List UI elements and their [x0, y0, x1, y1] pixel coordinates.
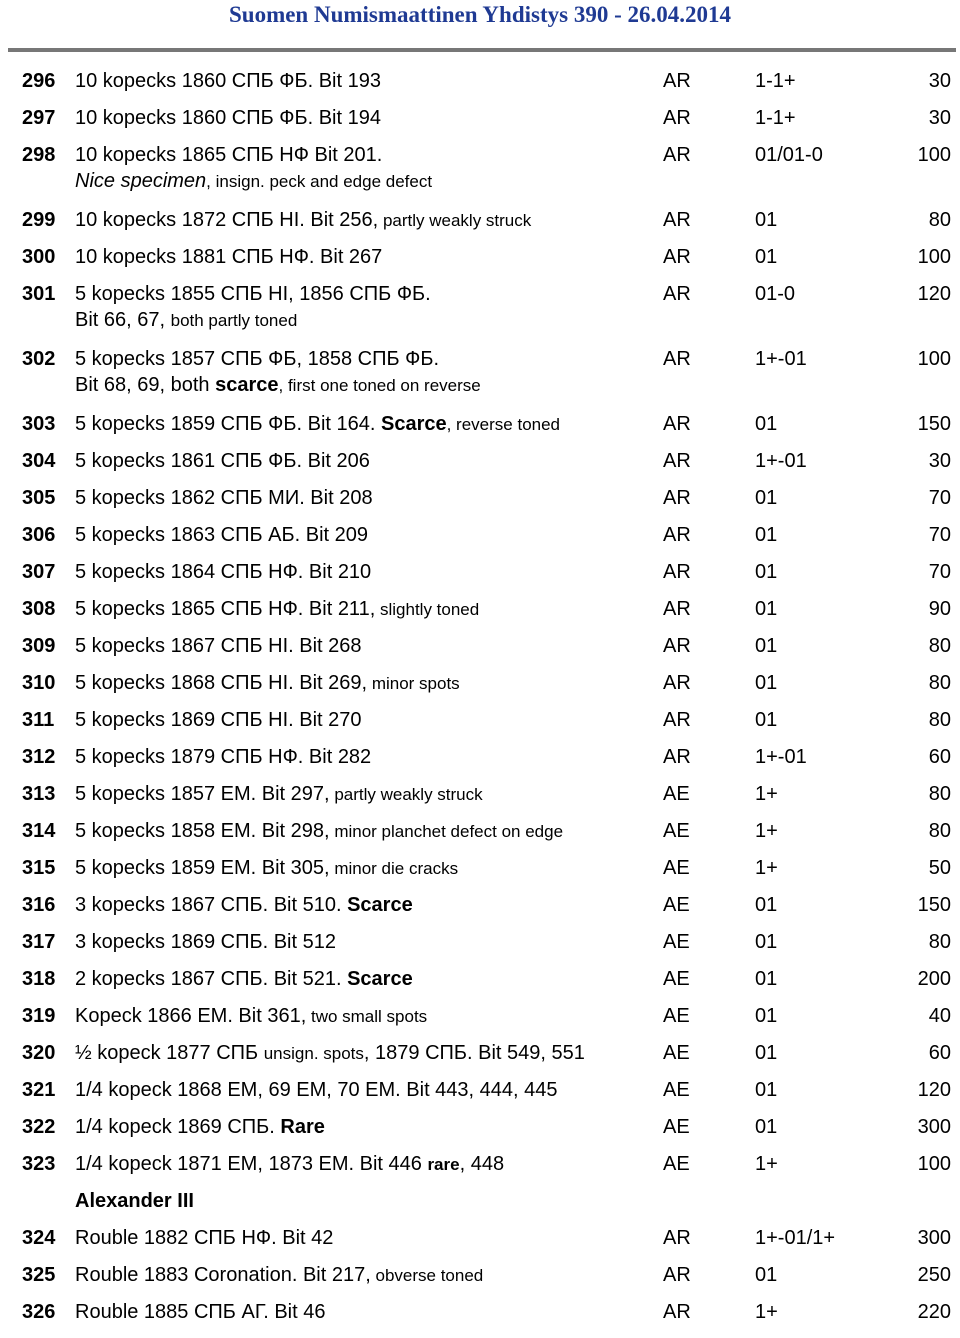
- description-part: Scarce: [347, 968, 413, 990]
- lot-row: [0, 857, 960, 894]
- lot-metal: AE: [663, 894, 690, 916]
- lot-description: [75, 820, 563, 843]
- lot-description: [75, 246, 382, 269]
- lot-row: [0, 487, 960, 524]
- lot-metal: AR: [663, 283, 691, 305]
- lot-number: 314: [22, 820, 56, 842]
- lot-metal: AR: [663, 1301, 691, 1323]
- lot-grade: 1-1+: [755, 70, 796, 92]
- lot-grade: 1+-01: [755, 450, 807, 472]
- lot-number: 303: [22, 413, 56, 435]
- lot-number: 319: [22, 1005, 56, 1027]
- lot-description: [75, 413, 560, 436]
- lot-row: [0, 209, 960, 246]
- description-part: Rouble 1885 СПБ АГ. Bit 46: [75, 1301, 326, 1323]
- lot-grade: 01: [755, 598, 778, 620]
- header-rule: [8, 48, 956, 52]
- lot-metal: AE: [663, 1116, 690, 1138]
- lot-description: [75, 283, 431, 306]
- lot-price: 120: [917, 283, 951, 305]
- description-part: , 1879 СПБ. Bit 549, 551: [363, 1042, 585, 1064]
- lot-price: 60: [928, 1042, 951, 1064]
- lot-metal: AE: [663, 783, 690, 805]
- lot-number: 304: [22, 450, 56, 472]
- lot-description: [75, 144, 382, 167]
- description-part: , insign. peck and edge defect: [206, 172, 433, 191]
- lot-metal: AE: [663, 1079, 690, 1101]
- lot-row: [0, 672, 960, 709]
- lot-number: 300: [22, 246, 56, 268]
- lot-grade: 1-1+: [755, 107, 796, 129]
- lot-row: [0, 598, 960, 635]
- lot-description: [75, 70, 381, 93]
- lot-price: 70: [928, 561, 951, 583]
- lot-price: 50: [928, 857, 951, 879]
- lot-grade: 1+: [755, 1153, 778, 1175]
- lot-price: 80: [928, 672, 951, 694]
- lot-number: 296: [22, 70, 56, 92]
- lot-price: 80: [928, 783, 951, 805]
- description-part: 5 kopecks 1879 СПБ НФ. Bit 282: [75, 746, 372, 768]
- lot-list: [0, 70, 960, 1338]
- lot-metal: AE: [663, 1005, 690, 1027]
- lot-metal: AR: [663, 524, 691, 546]
- lot-description: [75, 1227, 333, 1250]
- lot-price: 30: [928, 450, 951, 472]
- lot-description-line2: [75, 170, 432, 193]
- description-part: , 448: [459, 1153, 505, 1175]
- lot-price: 30: [928, 107, 951, 129]
- lot-description: [75, 561, 371, 584]
- lot-description: [75, 450, 370, 473]
- lot-row: [0, 1079, 960, 1116]
- lot-row: [0, 783, 960, 820]
- description-part: 3 kopecks 1867 СПБ. Bit 510.: [75, 894, 348, 916]
- lot-grade: 01: [755, 487, 778, 509]
- lot-description: [75, 1301, 325, 1324]
- lot-grade: 01: [755, 413, 778, 435]
- description-part: 5 kopecks 1855 СПБ HI, 1856 СПБ ФБ.: [75, 283, 431, 305]
- lot-metal: AE: [663, 857, 690, 879]
- lot-grade: 01: [755, 1264, 778, 1286]
- description-part: , first one toned on reverse: [278, 376, 481, 395]
- description-part: 10 kopecks 1860 СПБ ФБ. Bit 193: [75, 70, 381, 92]
- description-part: 10 kopecks 1865 СПБ НФ Bit 201.: [75, 144, 383, 166]
- lot-price: 80: [928, 709, 951, 731]
- description-part: 5 kopecks 1861 СПБ ФБ. Bit 206: [75, 450, 370, 472]
- description-part: ½ kopeck 1877 СПБ: [75, 1042, 264, 1064]
- lot-description-line2: [75, 374, 481, 397]
- lot-row: [0, 1042, 960, 1079]
- description-part: Rouble 1883 Coronation. Bit 217,: [75, 1264, 371, 1286]
- lot-row: [0, 107, 960, 144]
- lot-grade: 1+: [755, 857, 778, 879]
- lot-description: [75, 107, 381, 130]
- lot-grade: 01: [755, 209, 778, 231]
- lot-description: [75, 709, 362, 732]
- lot-grade: 01: [755, 246, 778, 268]
- lot-row: [0, 820, 960, 857]
- lot-number: 298: [22, 144, 56, 166]
- lot-price: 70: [928, 487, 951, 509]
- lot-description: [75, 1079, 558, 1102]
- lot-number: 297: [22, 107, 56, 129]
- description-part: , reverse toned: [446, 415, 561, 434]
- description-part: Rouble 1882 СПБ НФ. Bit 42: [75, 1227, 334, 1249]
- lot-row: [0, 283, 960, 348]
- lot-description: [75, 931, 336, 954]
- lot-row: [0, 561, 960, 598]
- description-part: Kopeck 1866 EM. Bit 361,: [75, 1005, 307, 1027]
- lot-row: [0, 246, 960, 283]
- lot-description: [75, 1005, 427, 1028]
- lot-grade: 01: [755, 561, 778, 583]
- lot-metal: AR: [663, 107, 691, 129]
- lot-grade: 1+: [755, 1301, 778, 1323]
- lot-grade: 1+-01/1+: [755, 1227, 836, 1249]
- lot-grade: 01: [755, 968, 778, 990]
- lot-number: 315: [22, 857, 56, 879]
- description-part: 5 kopecks 1868 СПБ HI. Bit 269,: [75, 672, 368, 694]
- lot-price: 80: [928, 931, 951, 953]
- lot-metal: AR: [663, 709, 691, 731]
- lot-number: 316: [22, 894, 56, 916]
- lot-row: [0, 635, 960, 672]
- description-part: 10 kopecks 1881 СПБ НФ. Bit 267: [75, 246, 383, 268]
- description-part: minor die cracks: [329, 859, 459, 878]
- lot-number: 323: [22, 1153, 56, 1175]
- lot-description: [75, 209, 531, 232]
- description-part: 5 kopecks 1869 СПБ HI. Bit 270: [75, 709, 362, 731]
- lot-row: [0, 70, 960, 107]
- lot-number: 320: [22, 1042, 56, 1064]
- lot-row: [0, 894, 960, 931]
- lot-price: 200: [917, 968, 951, 990]
- description-part: 1/4 kopeck 1871 EM, 1873 EM. Bit 446: [75, 1153, 428, 1175]
- lot-metal: AR: [663, 635, 691, 657]
- lot-description: [75, 894, 413, 917]
- lot-number: 306: [22, 524, 56, 546]
- description-part: 5 kopecks 1862 СПБ МИ. Bit 208: [75, 487, 373, 509]
- lot-number: 301: [22, 283, 56, 305]
- lot-row: [0, 1227, 960, 1264]
- description-part: rare: [427, 1155, 460, 1174]
- lot-metal: AR: [663, 487, 691, 509]
- lot-grade: 01: [755, 709, 778, 731]
- lot-description: [75, 672, 460, 695]
- lot-grade: 01-0: [755, 283, 796, 305]
- lot-price: 80: [928, 820, 951, 842]
- lot-metal: AR: [663, 598, 691, 620]
- description-part: 5 kopecks 1859 СПБ ФБ. Bit 164.: [75, 413, 381, 435]
- lot-price: 80: [928, 209, 951, 231]
- lot-number: 309: [22, 635, 56, 657]
- lot-price: 100: [917, 246, 951, 268]
- description-part: 1/4 kopeck 1868 EM, 69 EM, 70 EM. Bit 443, 444, 445: [75, 1079, 558, 1101]
- lot-row: [0, 968, 960, 1005]
- description-part: 5 kopecks 1863 СПБ АБ. Bit 209: [75, 524, 368, 546]
- lot-description: [75, 783, 483, 806]
- lot-grade: 01/01-0: [755, 144, 823, 166]
- lot-number: 307: [22, 561, 56, 583]
- lot-metal: AR: [663, 70, 691, 92]
- description-part: obverse toned: [370, 1266, 484, 1285]
- lot-number: 313: [22, 783, 56, 805]
- lot-metal: AR: [663, 209, 691, 231]
- lot-grade: 01: [755, 931, 778, 953]
- lot-grade: 01: [755, 672, 778, 694]
- description-part: 5 kopecks 1867 СПБ HI. Bit 268: [75, 635, 362, 657]
- page-title: Suomen Numismaattinen Yhdistys 390 - 26.04.2014: [228, 2, 731, 27]
- description-part: 5 kopecks 1857 СПБ ФБ, 1858 СПБ ФБ.: [75, 348, 440, 370]
- description-part: Scarce: [380, 413, 447, 435]
- lot-grade: 01: [755, 524, 778, 546]
- lot-number: 317: [22, 931, 56, 953]
- lot-price: 220: [917, 1301, 951, 1323]
- lot-description: [75, 968, 413, 991]
- description-part: minor spots: [367, 674, 460, 693]
- lot-description: [75, 746, 371, 769]
- lot-metal: AR: [663, 450, 691, 472]
- lot-metal: AE: [663, 931, 690, 953]
- lot-row: [0, 524, 960, 561]
- description-part: scarce: [215, 374, 279, 396]
- description-part: Rare: [280, 1116, 325, 1138]
- lot-row: [0, 413, 960, 450]
- description-part: 5 kopecks 1865 СПБ НФ. Bit 211,: [75, 598, 376, 620]
- lot-price: 100: [917, 1153, 951, 1175]
- lot-price: 300: [917, 1227, 951, 1249]
- lot-metal: AE: [663, 1153, 690, 1175]
- lot-price: 90: [928, 598, 951, 620]
- lot-number: 324: [22, 1227, 56, 1249]
- lot-price: 250: [917, 1264, 951, 1286]
- description-part: Scarce: [347, 894, 413, 916]
- lot-metal: AR: [663, 348, 691, 370]
- lot-price: 80: [928, 635, 951, 657]
- lot-grade: 01: [755, 894, 778, 916]
- lot-number: 308: [22, 598, 56, 620]
- lot-grade: 01: [755, 1005, 778, 1027]
- lot-description: [75, 487, 373, 510]
- lot-row: [0, 931, 960, 968]
- description-part: Bit 66, 67,: [75, 309, 171, 331]
- lot-row: [0, 1153, 960, 1190]
- description-part: Bit 68, 69, both: [75, 374, 216, 396]
- description-part: 5 kopecks 1864 СПБ НФ. Bit 210: [75, 561, 372, 583]
- description-part: 10 kopecks 1860 СПБ ФБ. Bit 194: [75, 107, 381, 129]
- lot-number: 322: [22, 1116, 56, 1138]
- lot-metal: AR: [663, 144, 691, 166]
- lot-number: 326: [22, 1301, 56, 1323]
- lot-row: [0, 144, 960, 209]
- lot-metal: AR: [663, 246, 691, 268]
- description-part: unsign. spots: [263, 1044, 364, 1063]
- lot-price: 100: [917, 144, 951, 166]
- lot-metal: AR: [663, 672, 691, 694]
- lot-number: 302: [22, 348, 56, 370]
- page-header: [0, 0, 960, 34]
- lot-number: 305: [22, 487, 56, 509]
- lot-description: [75, 524, 368, 547]
- lot-price: 120: [917, 1079, 951, 1101]
- lot-metal: AE: [663, 820, 690, 842]
- lot-row: [0, 1116, 960, 1153]
- lot-row: [0, 348, 960, 413]
- lot-description: [75, 1042, 585, 1065]
- lot-grade: 01: [755, 635, 778, 657]
- section-title: Alexander III: [75, 1190, 194, 1212]
- lot-grade: 01: [755, 1116, 778, 1138]
- lot-row: [0, 1301, 960, 1338]
- description-part: 3 kopecks 1869 СПБ. Bit 512: [75, 931, 336, 953]
- lot-price: 30: [928, 70, 951, 92]
- lot-metal: AR: [663, 413, 691, 435]
- lot-row: [0, 1264, 960, 1301]
- lot-price: 70: [928, 524, 951, 546]
- lot-description-line2: [75, 309, 297, 332]
- description-part: slightly toned: [375, 600, 480, 619]
- lot-metal: AE: [663, 968, 690, 990]
- lot-price: 150: [917, 413, 951, 435]
- lot-metal: AR: [663, 561, 691, 583]
- description-part: 5 kopecks 1857 EM. Bit 297,: [75, 783, 330, 805]
- lot-metal: AE: [663, 1042, 690, 1064]
- lot-price: 60: [928, 746, 951, 768]
- lot-number: 310: [22, 672, 56, 694]
- lot-number: 311: [22, 709, 55, 731]
- description-part: 1/4 kopeck 1869 СПБ.: [75, 1116, 281, 1138]
- lot-metal: AR: [663, 746, 691, 768]
- lot-metal: AR: [663, 1264, 691, 1286]
- description-part: 10 kopecks 1872 СПБ HI. Bit 256,: [75, 209, 379, 231]
- lot-row: [0, 1005, 960, 1042]
- lot-grade: 01: [755, 1042, 778, 1064]
- section-heading: [0, 1190, 960, 1227]
- lot-number: 299: [22, 209, 56, 231]
- description-part: 5 kopecks 1858 EM. Bit 298,: [75, 820, 330, 842]
- lot-description: [75, 348, 439, 371]
- description-part: both partly toned: [170, 311, 298, 330]
- lot-grade: 1+-01: [755, 746, 807, 768]
- lot-grade: 1+: [755, 820, 778, 842]
- lot-grade: 01: [755, 1079, 778, 1101]
- lot-price: 40: [928, 1005, 951, 1027]
- lot-price: 150: [917, 894, 951, 916]
- lot-description: [75, 1153, 504, 1176]
- lot-number: 325: [22, 1264, 56, 1286]
- lot-row: [0, 450, 960, 487]
- lot-number: 312: [22, 746, 56, 768]
- lot-price: 300: [917, 1116, 951, 1138]
- lot-grade: 1+: [755, 783, 778, 805]
- lot-number: 321: [22, 1079, 56, 1101]
- lot-description: [75, 857, 458, 880]
- lot-description: [75, 1116, 325, 1139]
- description-part: 5 kopecks 1859 EM. Bit 305,: [75, 857, 330, 879]
- lot-row: [0, 709, 960, 746]
- lot-description: [75, 635, 362, 658]
- description-part: partly weakly struck: [329, 785, 483, 804]
- lot-metal: AR: [663, 1227, 691, 1249]
- description-part: two small spots: [306, 1007, 428, 1026]
- lot-description: [75, 1264, 483, 1287]
- description-part: partly weakly struck: [378, 211, 532, 230]
- lot-number: 318: [22, 968, 56, 990]
- lot-grade: 1+-01: [755, 348, 807, 370]
- lot-description: [75, 598, 479, 621]
- description-part: Nice specimen: [75, 170, 207, 192]
- lot-price: 100: [917, 348, 951, 370]
- description-part: 2 kopecks 1867 СПБ. Bit 521.: [75, 968, 348, 990]
- description-part: minor planchet defect on edge: [329, 822, 564, 841]
- lot-row: [0, 746, 960, 783]
